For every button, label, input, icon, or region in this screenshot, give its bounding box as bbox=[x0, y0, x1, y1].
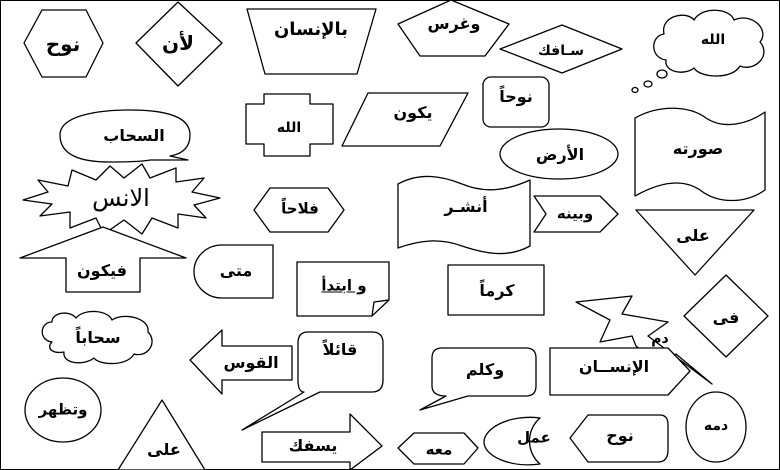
rounded-callout-shape bbox=[420, 348, 536, 410]
up-arrow-callout-shape bbox=[20, 227, 186, 292]
word-yakun: يكون bbox=[393, 103, 433, 122]
word-alard: الأرض bbox=[535, 145, 585, 164]
word-alins: الانس bbox=[92, 184, 150, 212]
word-alqaws: القوس bbox=[223, 353, 279, 372]
word-dam: دم bbox=[651, 331, 669, 347]
thought-bubble-small bbox=[632, 88, 638, 93]
word-lian: لأن bbox=[162, 31, 194, 55]
word-wagharas: وغرس bbox=[427, 14, 481, 33]
word-qailan: قائلاً bbox=[322, 340, 358, 359]
word-maah: معه bbox=[425, 440, 453, 459]
thought-bubble-small bbox=[644, 81, 652, 87]
word-fallahan: فلاحاً bbox=[281, 199, 319, 218]
word-mata: متى bbox=[219, 261, 253, 280]
word-safak: سـافك bbox=[537, 43, 585, 59]
word-nuhan: نوحاً bbox=[499, 87, 533, 106]
word-karaman: كرماً bbox=[479, 281, 515, 300]
word-alinsan: الإنســان bbox=[578, 357, 650, 376]
word-allah-cross: الله bbox=[276, 120, 302, 136]
word-damuh: دمه bbox=[703, 418, 729, 434]
word-bilinsan: بالإنسان bbox=[273, 19, 349, 40]
word-ala-bottom: على bbox=[147, 440, 181, 459]
word-fayakun: فيكون bbox=[77, 261, 127, 280]
word-waibtada: و ابتدأ bbox=[321, 276, 367, 295]
word-yasfik: يسفك bbox=[288, 436, 338, 455]
word-sahaban: سحاباً bbox=[75, 328, 121, 347]
word-suratuh: صورته bbox=[672, 139, 724, 158]
word-alsahab: السحاب bbox=[103, 126, 165, 145]
word-ala-triangle: على bbox=[676, 226, 710, 245]
word-allah-cloud: الله bbox=[700, 32, 726, 48]
word-anshur: أنشـر bbox=[444, 197, 488, 216]
word-wabaynah: وبينه bbox=[556, 204, 594, 223]
word-fi: فى bbox=[712, 308, 740, 327]
word-nuh-bottom: نوح bbox=[606, 426, 634, 445]
word-amal: عمل bbox=[517, 428, 551, 447]
thought-bubble-small bbox=[657, 70, 667, 78]
word-wakalam: وكلم bbox=[465, 360, 505, 379]
triangle-shape bbox=[118, 400, 205, 470]
word-nuh-hexagon: نوح bbox=[45, 32, 81, 56]
word-watazhar: وتظهر bbox=[38, 400, 88, 419]
